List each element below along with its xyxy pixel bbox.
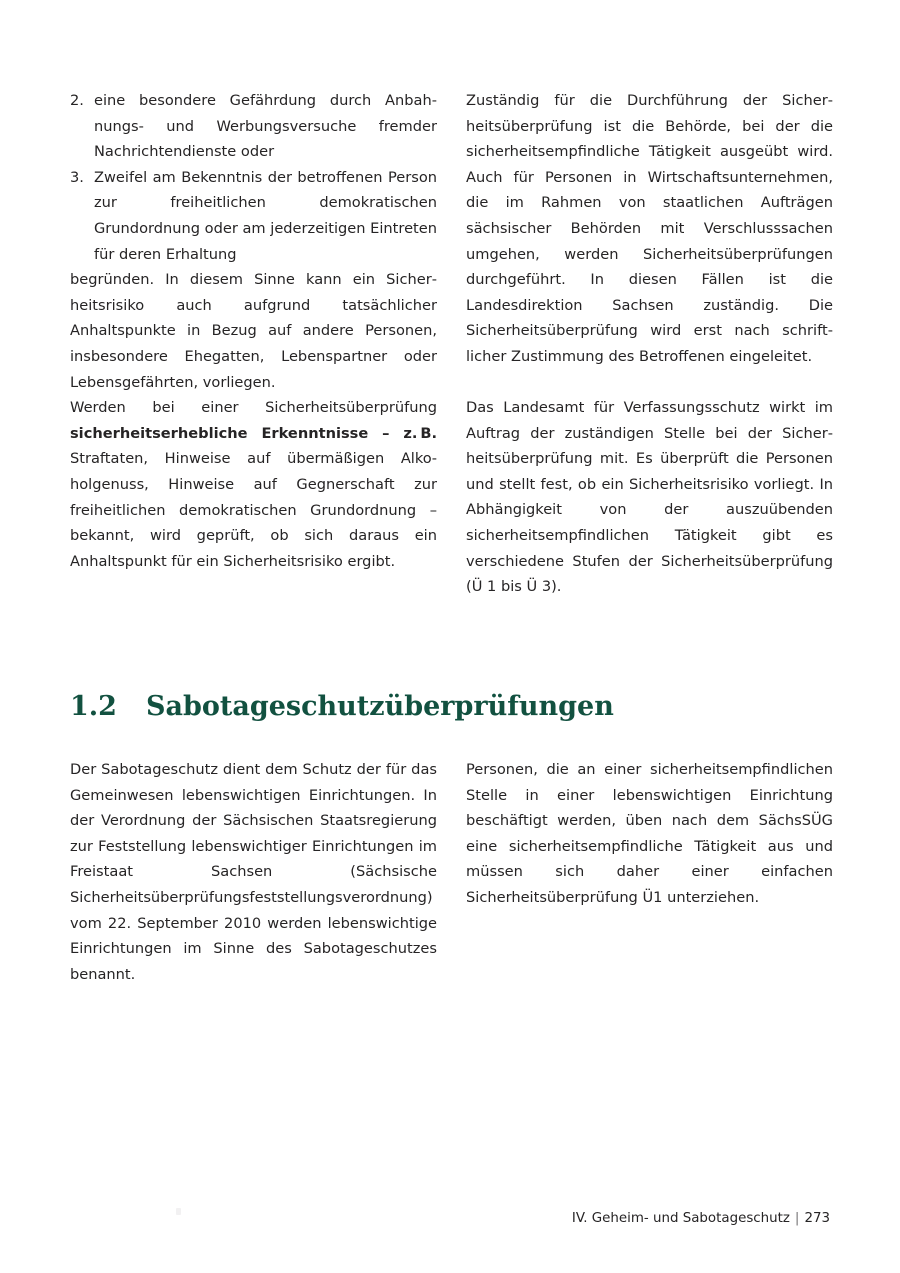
upper-left-column xyxy=(70,88,437,574)
paragraph-lead-text: Werden bei einer Sicherheitsüberprüfung xyxy=(70,399,437,417)
paragraph-bold-text: sicherheitserhebliche Erkenntnisse – z. B. xyxy=(70,424,437,442)
lower-right-paragraph-one: Personen, die an einer sicherheitsempfindlichen Stelle in einer lebenswichtigen Einrichtung beschäftigt werden, üben nach dem SächsSÜG eine sicherheitsempfindliche Tätigkeit aus und müssen sich daher einer einfachen Sicherheitsüberprüfung Ü1 unterziehen. xyxy=(466,761,833,906)
list-item-marker: 3. xyxy=(70,168,84,186)
list-item-text: eine besondere Gefährdung durch Anbahnungs- und Werbungsversuche fremder Nachrichtendienste oder xyxy=(94,92,437,161)
list-item xyxy=(70,165,437,267)
list-item xyxy=(70,88,437,165)
right-paragraph-two: Das Landesamt für Verfassungsschutz wirkt im Auftrag der zuständigen Stelle bei der Sicherheitsüberprüfung mit. Es überprüft die Personen und stellt fest, ob ein Sicherheitsrisiko vorliegt. In Abhängigkeit von der auszuübenden sicherheitsempfindlichen Tätigkeit gibt es verschiedene Stufen der Sicherheitsüberprüfung (Ü 1 bis Ü 3). xyxy=(466,399,833,596)
section-number: 1.2 xyxy=(70,691,117,723)
lower-left-column xyxy=(70,757,437,987)
lower-right-column xyxy=(466,757,833,911)
page-artifact-speck xyxy=(176,1208,181,1215)
page-footer xyxy=(572,1210,830,1228)
left-paragraph-two xyxy=(70,395,437,574)
footer-separator: | xyxy=(794,1211,800,1226)
lower-left-paragraph-one: Der Sabotageschutz dient dem Schutz der für das Gemeinwesen lebenswichtigen Einrichtungen. In der Verordnung der Sächsischen Staatsregierung zur Feststellung lebenswichtiger Einrichtungen im Freistaat Sachsen (Sächsische Sicherheitsüberprüfungsfeststellungsverordnung) vom 22. September 2010 werden lebenswichtige Einrichtungen im Sinne des Sabotageschutzes benannt. xyxy=(70,761,437,983)
section-heading xyxy=(70,690,830,724)
paragraph-rest-text: Straftaten, Hinweise auf übermäßigen Alkoholgenuss, Hinweise auf Gegnerschaft zur freiheitlichen demokratischen Grundordnung – bekannt, wird geprüft, ob sich daraus ein Anhaltspunkt für ein Sicherheitsrisiko ergibt. xyxy=(70,450,437,570)
footer-page-number: 273 xyxy=(804,1211,830,1226)
numbered-list xyxy=(70,88,437,267)
list-item-marker: 2. xyxy=(70,92,84,109)
list-item-text: Zweifel am Bekenntnis der betroffenen Person zur freiheitlichen demokratischen Grundordnung oder am jederzeitigen Eintreten für deren Erhaltung xyxy=(94,168,437,263)
right-paragraph-one: Zuständig für die Durchführung der Sicherheitsüberprüfung ist die Behörde, bei der die sicherheitsempfindliche Tätigkeit ausgeübt wird. Auch für Personen in Wirtschaftsunternehmen, die im Rahmen von staatlichen Aufträgen sächsischer Behörden mit Verschlusssachen umgehen, werden Sicherheitsüberprüfungen durchgeführt. In diesen Fällen ist die Landesdirektion Sachsen zuständig. Die Sicherheitsüberprüfung wird erst nach schriftlicher Zustimmung des Betroffenen eingeleitet. xyxy=(466,92,833,365)
section-title: Sabotageschutzüberprüfungen xyxy=(146,691,614,723)
footer-chapter-label: IV. Geheim- und Sabotageschutz xyxy=(571,1211,790,1226)
upper-right-column xyxy=(466,88,833,600)
list-continuation-paragraph: begründen. In diesem Sinne kann ein Sicherheitsrisiko auch aufgrund tatsächlicher Anhaltspunkte in Bezug auf andere Personen, insbesondere Ehegatten, Lebenspartner oder Lebensgefährten, vorliegen. xyxy=(70,271,437,391)
